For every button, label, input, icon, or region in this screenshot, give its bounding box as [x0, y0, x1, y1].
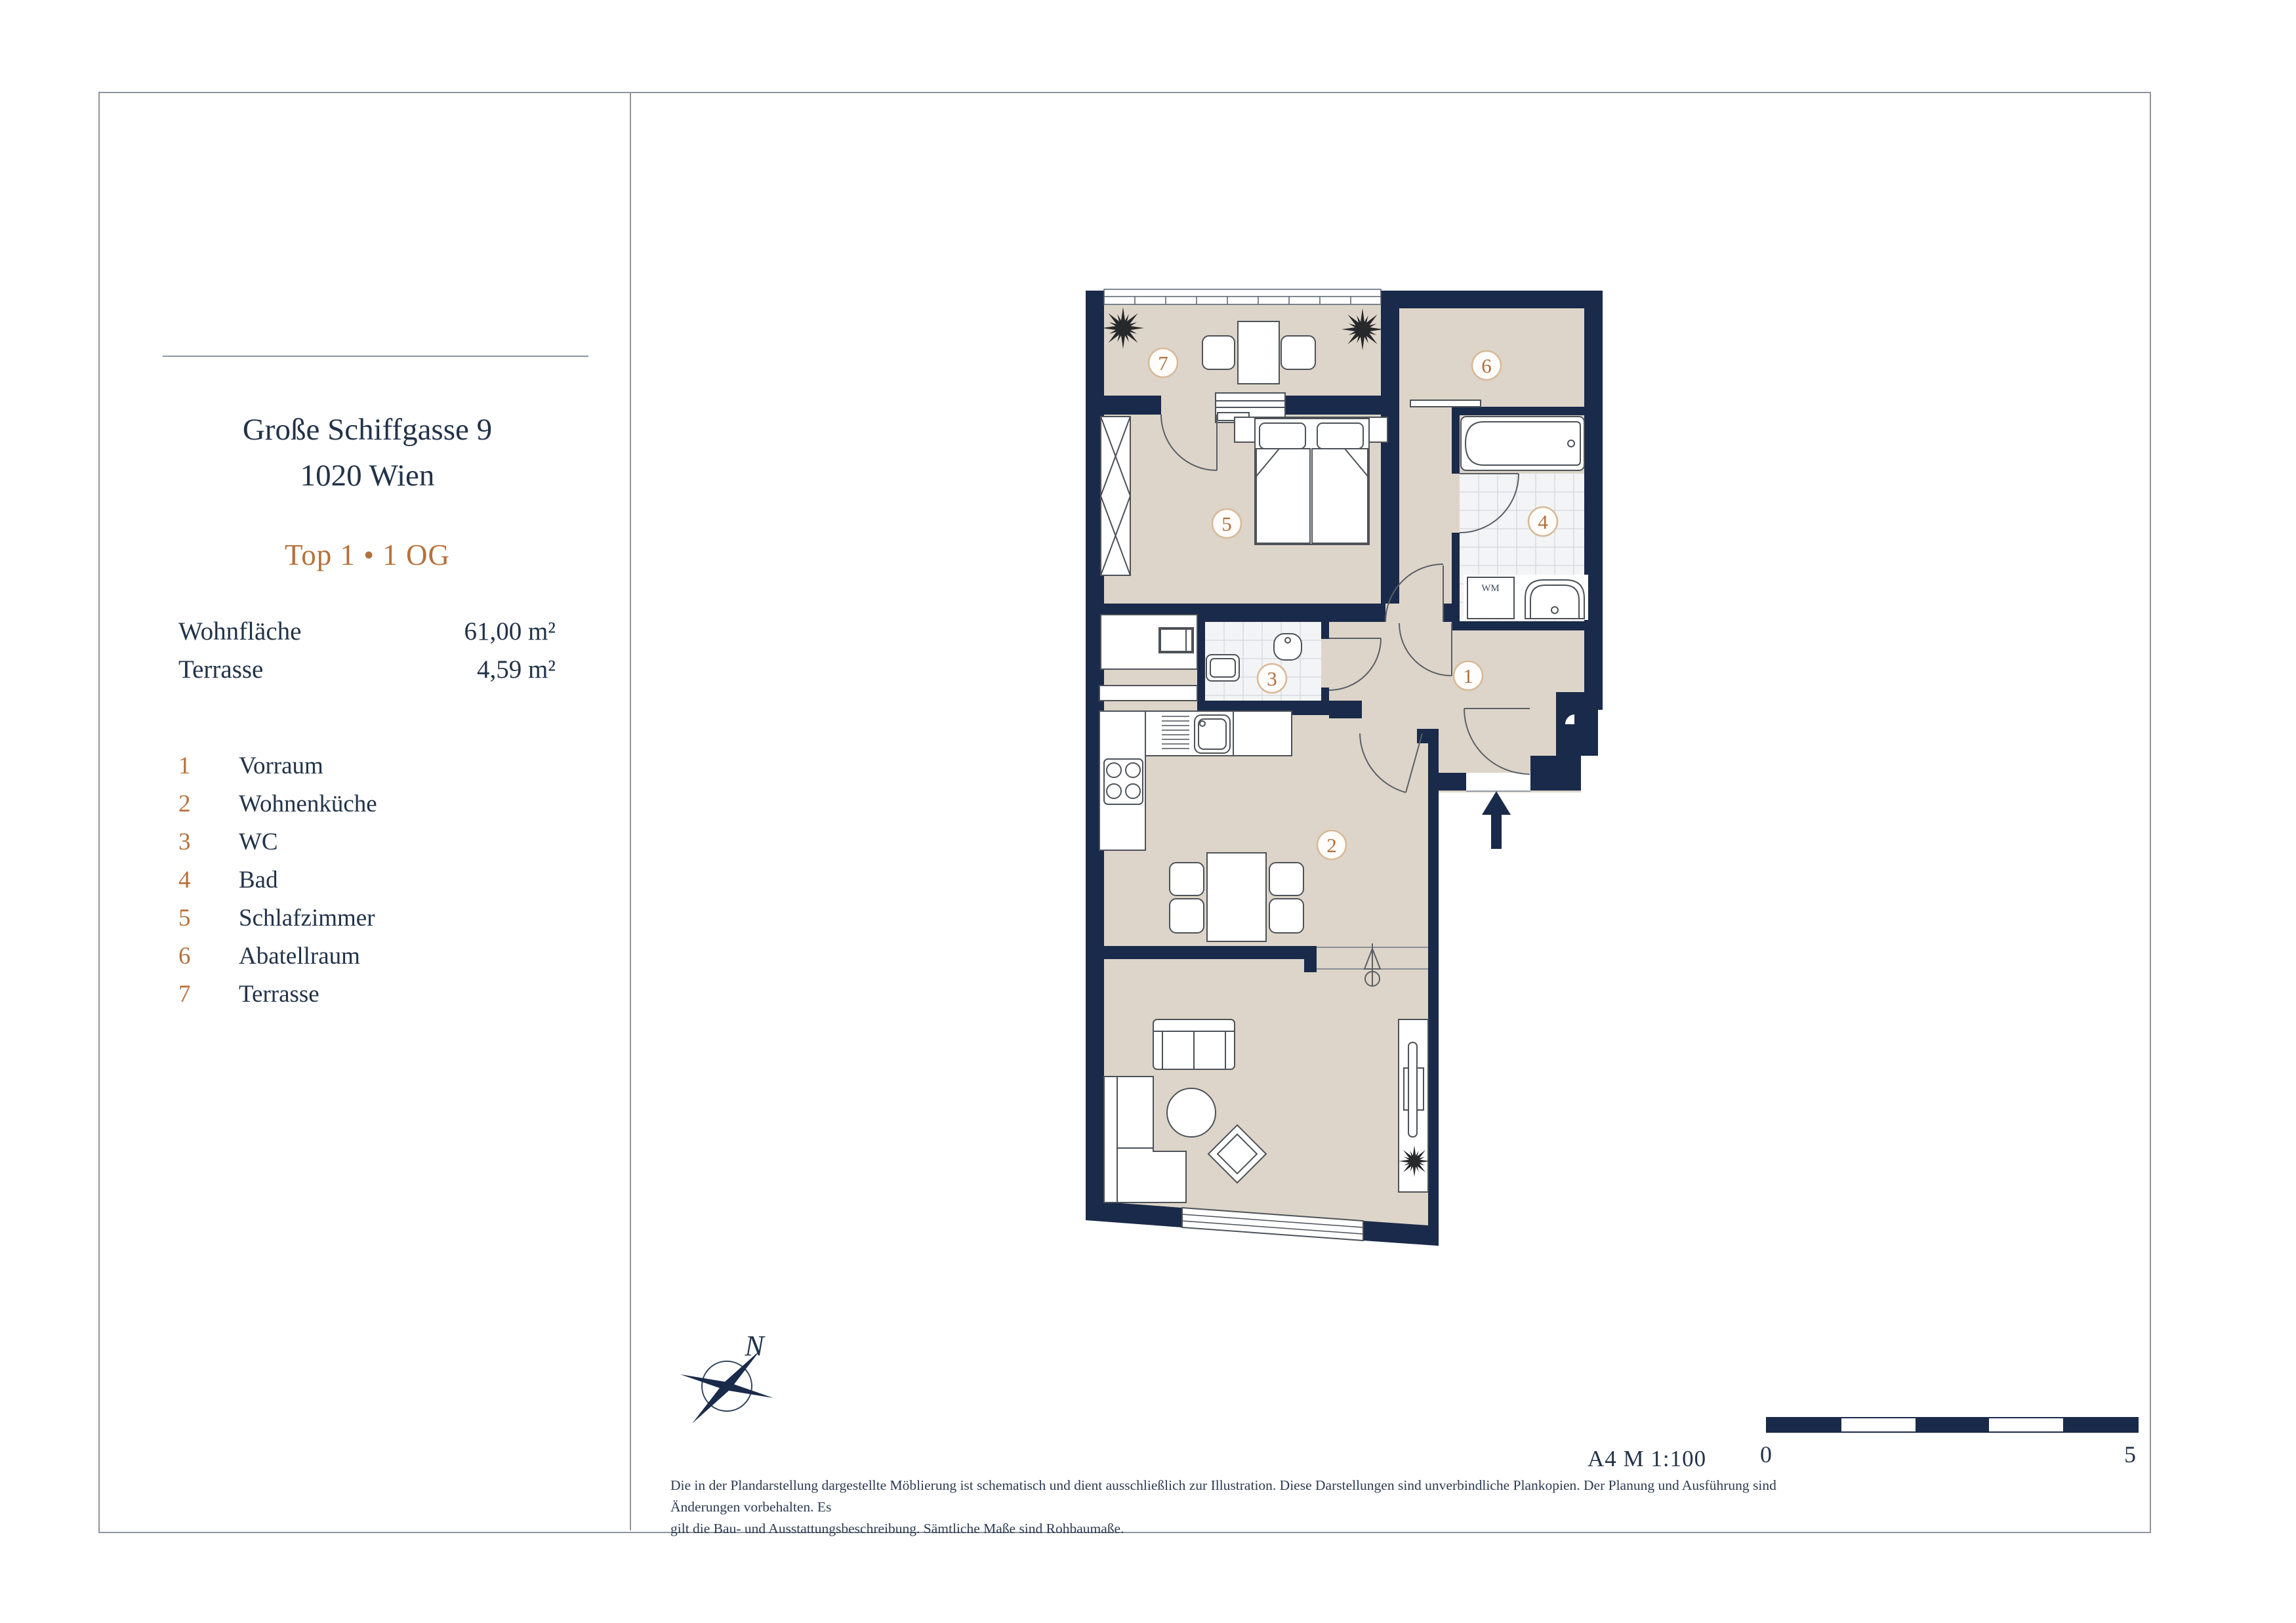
dining-chair [1269, 899, 1303, 933]
badge-room-3 [1258, 664, 1286, 693]
scale-bar-segment [1989, 1418, 2063, 1431]
room-legend [178, 752, 572, 1018]
dining-table [1207, 853, 1266, 941]
compass-north-label: N [745, 1330, 764, 1362]
kitchen-tap [1200, 721, 1205, 726]
legend-label: Schlafzimmer [239, 905, 375, 932]
wall-bedroom-right [1381, 291, 1399, 604]
svg-text:2: 2 [1326, 834, 1337, 857]
mattress-left [1256, 449, 1310, 543]
legend-item-wc [178, 828, 572, 866]
area-value: 61,00 m² [464, 617, 556, 646]
wall-chicane [1329, 701, 1362, 718]
svg-text:6: 6 [1481, 354, 1492, 377]
wall-kitchen-right [1428, 729, 1439, 1236]
area-row-wohnflaeche [178, 617, 556, 655]
kitchen-low-cabinet [1099, 686, 1197, 701]
bathtub [1461, 417, 1584, 470]
badge-room-4 [1528, 507, 1557, 536]
compass-rose [669, 1319, 800, 1443]
legend-label: Vorraum [239, 752, 323, 779]
wall-divider-step [1304, 959, 1317, 972]
legend-number: 6 [178, 943, 191, 970]
wall-wc-right-bottom [1321, 688, 1329, 701]
entrance-arrow-icon [1482, 791, 1511, 849]
wardrobe [1101, 417, 1130, 575]
address-line2: 1020 Wien [300, 459, 435, 493]
sheet-scale-text: A4 M 1:100 [1588, 1446, 1707, 1471]
pillow-right [1317, 423, 1363, 449]
legend-item-bad [178, 866, 572, 904]
svg-text:3: 3 [1267, 667, 1277, 690]
badge-room-7 [1149, 348, 1178, 377]
washing-machine-label: WM [1481, 583, 1500, 594]
wall-zigzag-3 [1530, 756, 1581, 791]
svg-text:1: 1 [1463, 665, 1473, 688]
scale-bar-segment [2063, 1418, 2137, 1431]
mattress-right [1312, 449, 1368, 543]
legend-number: 4 [178, 867, 191, 894]
kitchen-appliance [1160, 628, 1193, 652]
bath-sink-drain [1551, 607, 1558, 613]
bathtub-drain [1568, 440, 1574, 447]
terrace-chair-left [1202, 336, 1235, 369]
sidebar-rule [163, 356, 588, 357]
legend-label: Abatellraum [239, 943, 360, 970]
plant-icon [1342, 308, 1384, 350]
plant-icon [1102, 307, 1144, 349]
svg-text:5: 5 [1221, 512, 1232, 535]
wall-wc-left [1197, 622, 1205, 701]
wc-toilet-flush [1285, 638, 1290, 643]
dining-chair [1269, 863, 1303, 895]
terrace-chair-right [1281, 336, 1315, 369]
wall-kitchen-living-divider [1086, 946, 1317, 959]
wall-storage-top [1399, 291, 1603, 308]
scale-bar-segment [1916, 1418, 1990, 1431]
legend-item-abstellraum [178, 942, 572, 980]
wall-outer-right [1584, 291, 1603, 710]
disclaimer-note [670, 1475, 1786, 1540]
wall-bath-left-upper [1452, 415, 1460, 474]
scale-bar-end-label: 5 [2124, 1441, 2136, 1468]
legend-number: 7 [178, 981, 191, 1008]
terrace-table [1238, 321, 1279, 384]
tv-screen [1408, 1042, 1417, 1137]
wall-zigzag-1 [1556, 692, 1603, 710]
wall-terrace-bottom-right [1284, 396, 1381, 415]
legend-label: Wohnenküche [239, 791, 377, 817]
area-table [178, 617, 556, 693]
legend-label: WC [239, 829, 278, 855]
unit-title: Top 1 • 1 OG [284, 539, 451, 571]
dining-chair [1170, 899, 1204, 933]
area-label: Wohnfläche [178, 617, 302, 646]
legend-number: 5 [178, 905, 191, 932]
legend-label: Bad [239, 867, 278, 894]
area-row-terrasse [178, 655, 556, 693]
storage-shelf [1410, 400, 1481, 407]
scale-bar-start-label: 0 [1760, 1441, 1772, 1468]
wall-wc-right-top [1321, 622, 1329, 639]
scale-bar-segment [1841, 1418, 1916, 1431]
disclaimer-line2: gilt die Bau- und Ausstattungsbeschreibung. Sämtliche Maße sind Rohbaumaße. [670, 1521, 1124, 1536]
area-label: Terrasse [178, 655, 264, 684]
badge-room-2 [1317, 831, 1346, 859]
legend-number: 1 [178, 752, 191, 779]
floor-plan [1050, 276, 1640, 1273]
sidebar-divider [630, 92, 631, 1531]
legend-item-wohnkueche [178, 790, 572, 828]
svg-text:7: 7 [1158, 352, 1168, 375]
wall-stub-corridor [1443, 604, 1460, 622]
area-value: 4,59 m² [476, 655, 556, 684]
coffee-table [1167, 1088, 1216, 1137]
terrace-railing [1104, 289, 1381, 304]
legend-item-schlafzimmer [178, 904, 572, 942]
legend-number: 3 [178, 829, 191, 855]
badge-room-5 [1212, 509, 1241, 538]
disclaimer-line1: Die in der Plandarstellung dargestellte Möblierung ist schematisch und dient ausschließlich zur Illustration. Diese Darstellungen sind unverbindliche Plankopien. Der Planung und Ausführung sind Änderungen vorbehalten. Es [670, 1477, 1776, 1515]
svg-text:4: 4 [1538, 510, 1548, 533]
wall-storage-bath [1452, 407, 1603, 415]
scale-bar-segment [1767, 1418, 1841, 1431]
badge-room-6 [1472, 351, 1501, 380]
wall-bath-bottom [1452, 621, 1603, 630]
wall-entry-left-jamb [1428, 773, 1466, 791]
plant-icon [1399, 1145, 1430, 1177]
legend-item-terrasse [178, 980, 572, 1018]
compass-needle-we [680, 1374, 773, 1398]
badge-room-1 [1454, 661, 1483, 690]
legend-number: 2 [178, 791, 191, 817]
legend-label: Terrasse [239, 981, 319, 1008]
address-line1: Große Schiffgasse 9 [242, 413, 493, 447]
legend-item-vorraum [178, 752, 572, 790]
pillow-left [1260, 423, 1305, 449]
dining-chair [1170, 863, 1204, 895]
scale-bar [1766, 1417, 2139, 1433]
wall-terrace-bottom-left [1086, 396, 1161, 415]
